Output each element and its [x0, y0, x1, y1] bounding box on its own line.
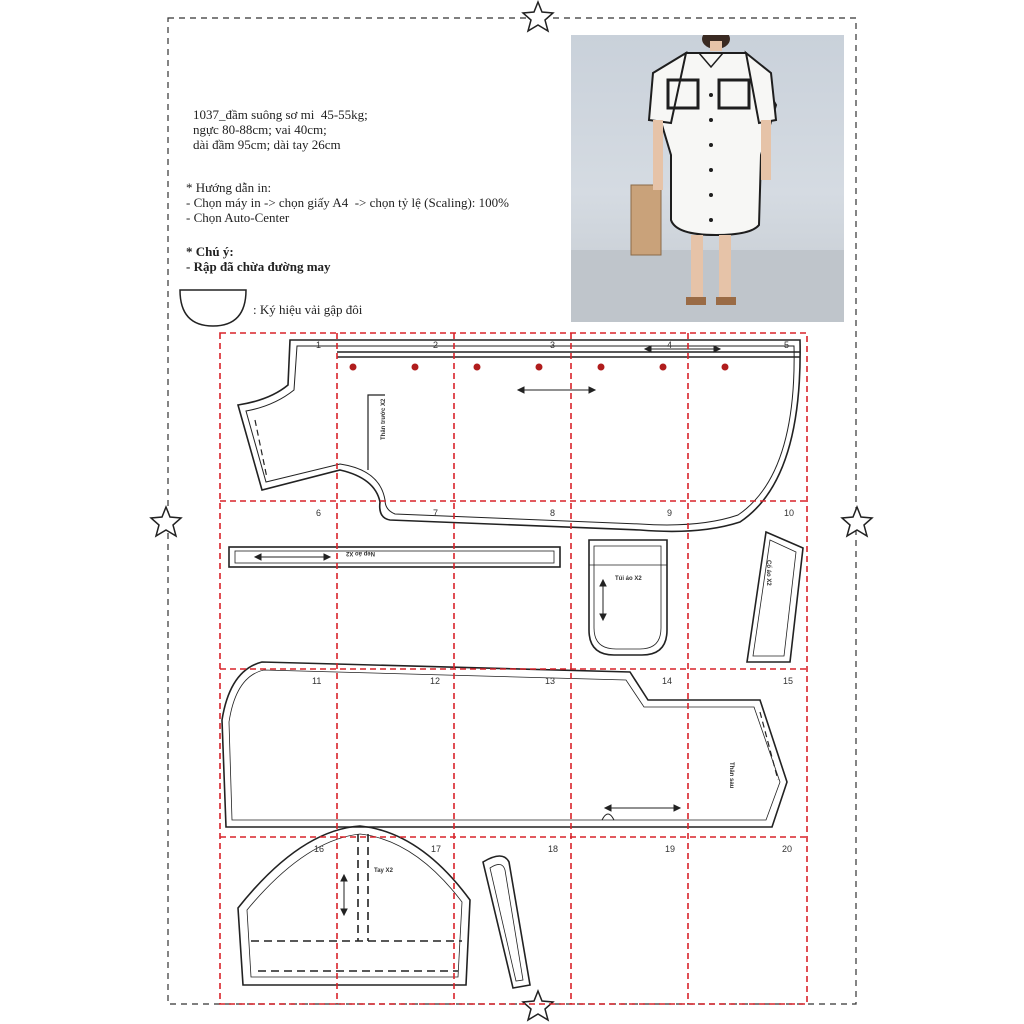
pocket-label: Túi áo X2 — [615, 576, 642, 582]
front-label: Thân trước X2 — [381, 398, 387, 440]
back-piece — [222, 662, 787, 827]
page-number: 13 — [545, 676, 556, 686]
size-line-3: dài đầm 95cm; dài tay 26cm — [193, 137, 341, 152]
fold-legend-text: : Ký hiệu vải gập đôi — [253, 302, 363, 317]
page-number: 20 — [782, 844, 793, 854]
collar-label: Cổ áo X2 — [765, 560, 771, 586]
page-number: 15 — [783, 676, 794, 686]
page-number: 5 — [784, 340, 790, 350]
pattern-pieces — [222, 340, 803, 988]
pocket-piece — [589, 540, 667, 655]
page-number: 8 — [550, 508, 556, 518]
size-line-1: 1037_đầm suông sơ mi 45-55kg; — [193, 107, 368, 122]
page-number: 9 — [667, 508, 673, 518]
star-registration-icon — [151, 2, 872, 1020]
back-label: Thân sau — [728, 762, 734, 789]
page-number: 10 — [784, 508, 795, 518]
front-piece — [238, 340, 800, 531]
page-number: 12 — [430, 676, 441, 686]
print-step-2: - Chọn Auto-Center — [186, 210, 290, 225]
facing-piece — [483, 856, 530, 988]
sleeve-label: Tay X2 — [374, 868, 393, 874]
page-number: 19 — [665, 844, 676, 854]
print-title: * Hướng dẫn in: — [186, 180, 272, 195]
page-number: 4 — [667, 340, 673, 350]
note-title: * Chú ý: — [186, 244, 234, 259]
print-step-1: - Chọn máy in -> chọn giấy A4 -> chọn tỷ lệ (Scaling): 100% — [186, 195, 509, 210]
button-mark-icon — [349, 363, 729, 371]
page-number: 2 — [433, 340, 439, 350]
page-number: 18 — [548, 844, 559, 854]
page-number: 7 — [433, 508, 439, 518]
grainline-arrow-icon — [255, 346, 720, 915]
placket-label: Nẹp áo X2 — [345, 550, 375, 556]
page-number: 11 — [312, 676, 322, 686]
page-number: 3 — [550, 340, 556, 350]
size-line-2: ngực 80-88cm; vai 40cm; — [193, 122, 327, 137]
page-number: 14 — [662, 676, 673, 686]
page-number: 17 — [431, 844, 442, 854]
page-number: 16 — [314, 844, 325, 854]
note-text: - Rập đã chừa đường may — [186, 259, 331, 274]
fold-symbol-icon — [180, 290, 246, 326]
page-number: 6 — [316, 508, 322, 518]
page-grid — [220, 333, 807, 1004]
page-number: 1 — [316, 340, 322, 350]
